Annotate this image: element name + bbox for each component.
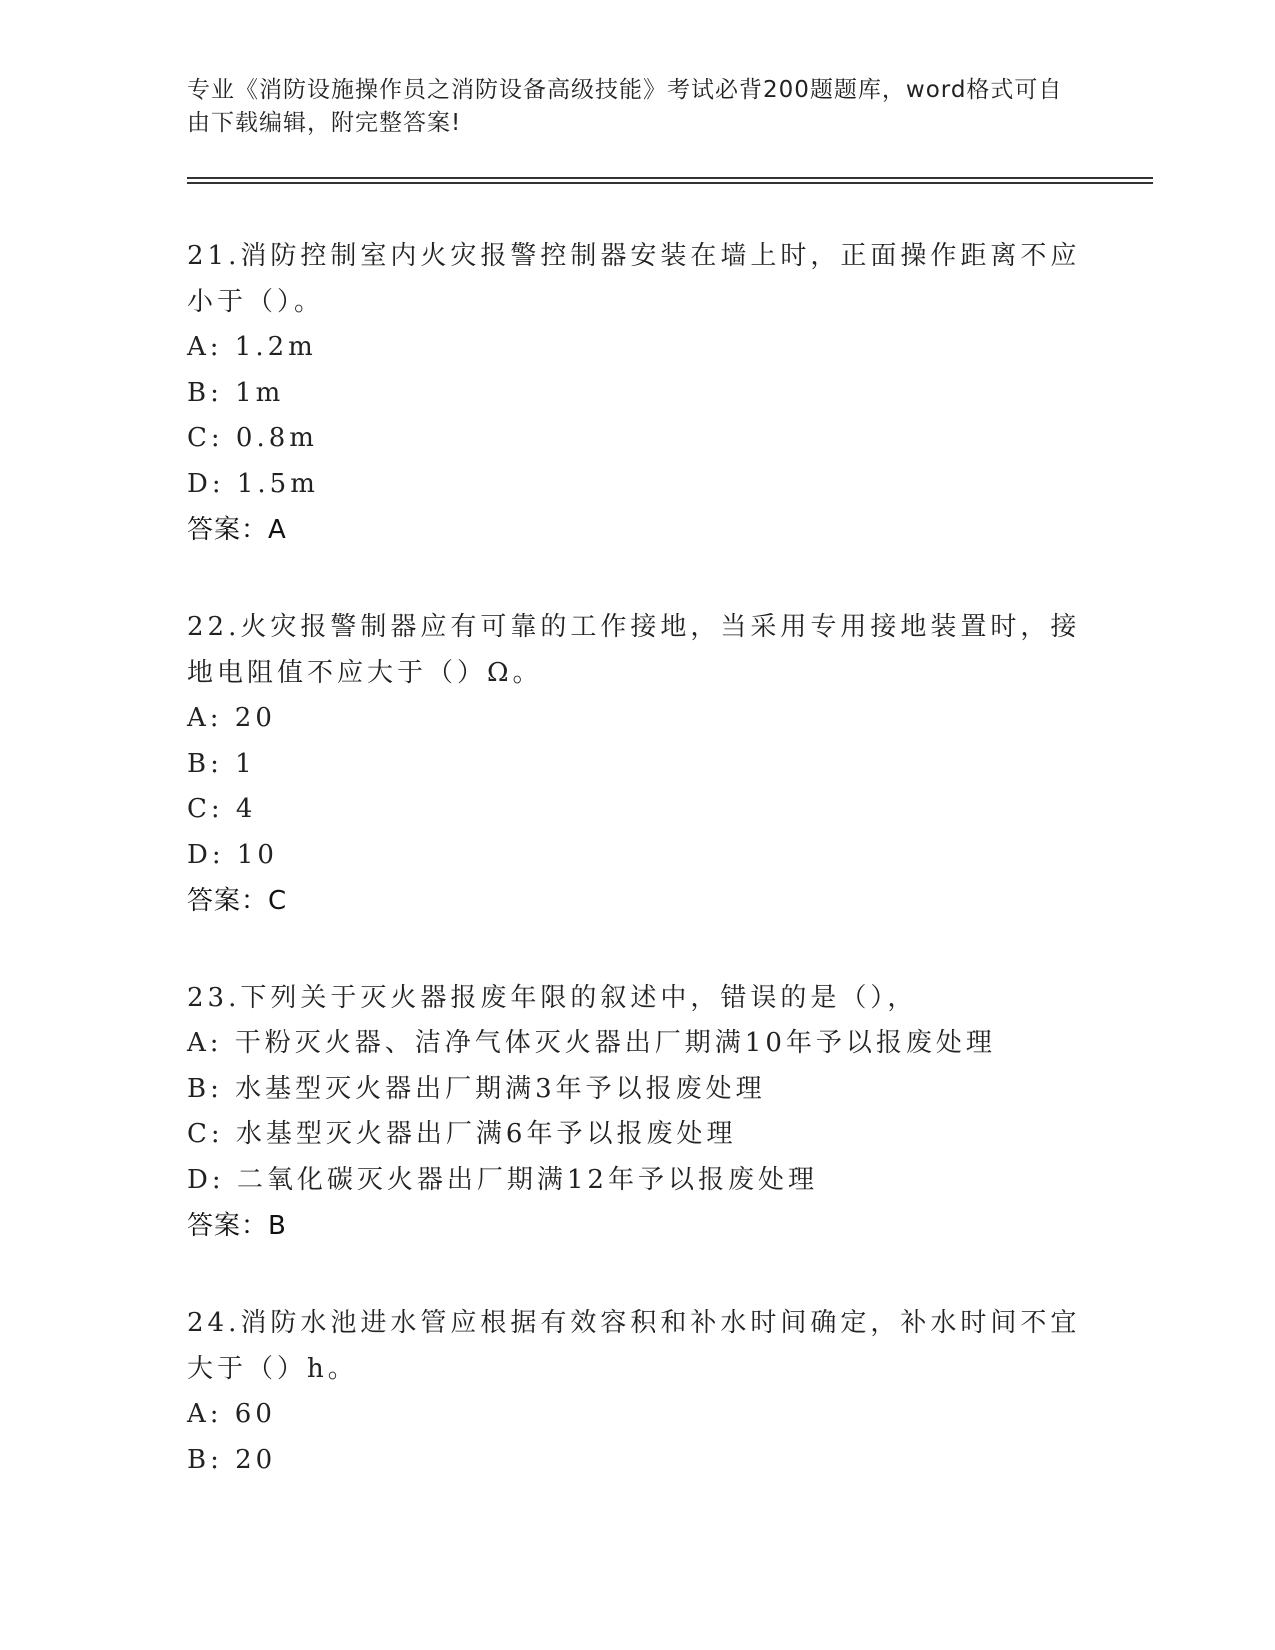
option-a: A: 干粉灭火器、洁净气体灭火器出厂期满10年予以报废处理 [187,1028,996,1058]
option-d: D: 10 [187,839,278,870]
header-intro-text: 专业《消防设施操作员之消防设备高级技能》考试必背200题题库，word格式可自由下载编辑，附完整答案! [187,77,1063,136]
question-23 [187,975,1087,1249]
answer-line: 答案：B [187,1211,287,1241]
question-22 [187,604,1087,924]
option-a: A: 20 [187,703,276,733]
option-c: C: 水基型灭火器出厂满6年予以报废处理 [187,1119,737,1149]
option-a: A: 1.2m [187,332,317,362]
question-24 [187,1300,1087,1483]
option-b: B: 1 [187,748,256,779]
option-c: C: 4 [187,794,257,824]
option-b: B: 1m [187,377,285,408]
question-list [187,233,1087,1534]
answer-line: 答案：C [187,886,288,916]
header-divider-top [187,177,1153,179]
question-stem: 23.下列关于灭火器报废年限的叙述中，错误的是（）， [187,983,918,1013]
option-d: D: 1.5m [187,468,319,499]
option-b: B: 水基型灭火器出厂期满3年予以报废处理 [187,1073,766,1104]
option-d: D: 二氧化碳灭火器出厂期满12年予以报废处理 [187,1164,818,1195]
option-a: A: 60 [187,1399,276,1429]
question-stem: 21.消防控制室内火灾报警控制器安装在墙上时，正面操作距离不应小于（）。 [187,241,1081,317]
option-c: C: 0.8m [187,423,318,453]
question-21 [187,233,1087,553]
option-b: B: 20 [187,1444,277,1475]
answer-line: 答案：A [187,515,287,545]
question-stem: 22.火灾报警制器应有可靠的工作接地，当采用专用接地装置时，接地电阻值不应大于（）Ω。 [187,612,1081,688]
document-header [187,74,1077,140]
header-divider-bottom [187,182,1153,184]
question-stem: 24.消防水池进水管应根据有效容积和补水时间确定，补水时间不宜大于（）h。 [187,1308,1081,1384]
